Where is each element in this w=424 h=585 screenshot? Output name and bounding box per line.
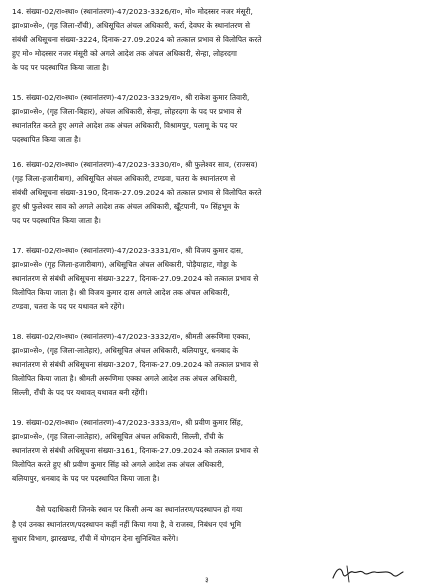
order-item-19 xyxy=(12,416,410,486)
text-line: पद पर पदस्थापित किया जाता है। xyxy=(12,216,101,225)
text-line: पदस्थापित किया जाता है। xyxy=(12,135,81,144)
text-line: हुए श्री फुलेश्वर साव को अगले आदेश तक अंचल अधिकारी, खूँटपानी, प० सिंहभूम के xyxy=(12,202,240,211)
text-line: स्थानांतरण से संबंधी अधिसूचना संख्या-3207, दिनाक-27.09.2024 को तत्काल प्रभाव से xyxy=(12,360,259,369)
text-line: 15. संख्या-02/रा०स्था० (स्थानांतरण)-47/2023-3329/रा०, श्री राकेश कुमार तिवारी, xyxy=(12,93,250,102)
order-item-18 xyxy=(12,330,410,400)
signature xyxy=(327,560,407,585)
text-line: है एवं उनका स्थानांतरण/पदस्थापन कहीं नहीं किया गया है, वे राजस्व, निबंधन एवं भूमि xyxy=(12,519,241,529)
text-line: स्थानांतरण से संबंधी अधिसूचना संख्या-3161, दिनाक-27.09.2024 को तत्काल प्रभाव से xyxy=(12,446,259,455)
order-item-15 xyxy=(12,91,410,147)
text-line: सिल्ली, राँची के पद पर यथावत् यथावत बनी रहेंगी। xyxy=(12,388,148,397)
order-item-16 xyxy=(12,158,410,228)
text-line: वैसे पदाधिकारी जिनके स्थान पर किसी अन्य का स्थानांतरण/पदस्थापन हो गया xyxy=(36,505,243,514)
text-line: स्थानांतरित करते हुए अगले आदेश तक अंचल अधिकारी, विश्रामपुर, पलामू के पद पर xyxy=(12,121,238,130)
text-line: झा०प्रा०से०, (गृह जिला-बिहार), अंचल अधिकारी, सेन्हा, लोहरदगा के पद पर प्रभाव से xyxy=(12,107,242,116)
text-line: हुए मो० मोदस्सर नजर मंसूरी को अगले आदेश तक अंचल अधिकारी, सेन्हा, लोहरदगा xyxy=(12,49,237,58)
page-number: ३ xyxy=(205,576,209,584)
text-line: बलियापुर, धनबाद के पद पर पदस्थापित किया जाता है। xyxy=(12,474,160,483)
text-line: विलोपित किया जाता है। श्री विजय कुमार दास अगले आदेश तक अंचल अधिकारी, xyxy=(12,288,230,297)
text-line: संबंधी अधिसूचना संख्या-3190, दिनाक-27.09.2024 को तत्काल प्रभाव से विलोपित करते xyxy=(12,188,262,197)
text-line: झा०प्रा०से०, (गृह जिला-राँची), अधिसूचित अंचल अधिकारी, कर्रा, देवघर के स्थानांतरण से xyxy=(12,21,250,30)
order-item-17 xyxy=(12,244,410,314)
text-line: झा०प्रा०से०, (गृह जिला-लातेहार), अधिसूचित अंचल अधिकारी, सिल्ली, राँची के xyxy=(12,432,224,441)
text-line: (गृह जिला-हजारीबाग), अधिसूचित अंचल अधिकारी, टण्डवा, चतरा के स्थानांतरण से xyxy=(12,174,236,183)
closing-paragraph xyxy=(12,503,410,547)
text-line: झा०प्रा०से०, (गृह जिला-लातेहार), अधिसूचित अंचल अधिकारी, बलियापुर, धनबाद के xyxy=(12,346,239,355)
text-line: 18. संख्या-02/रा०स्था० (स्थानांतरण)-47/2023-3332/रा०, श्रीमती अरूणिमा एक्का, xyxy=(12,332,251,341)
text-line: विलोपित किया जाता है। श्रीमती अरूणिमा एक्का अगले आदेश तक अंचल अधिकारी, xyxy=(12,374,238,383)
text-line: 19. संख्या-02/रा०स्था० (स्थानांतरण)-47/2023-3333/रा०, श्री प्रवीण कुमार सिंह, xyxy=(12,418,244,427)
text-line: सुधार विभाग, झारखण्ड, राँची में योगदान देना सुनिश्चित करेंगे। xyxy=(12,534,179,544)
text-line: संबंधी अधिसूचना संख्या-3224, दिनाक-27.09.2024 को तत्काल प्रभाव से विलोपित करते xyxy=(12,35,262,44)
order-item-14 xyxy=(12,5,410,75)
text-line: 16. संख्या-02/रा०स्था० (स्थानांतरण)-47/2023-3330/रा०, श्री फुलेश्वर साव, (राज्सव) xyxy=(12,160,258,169)
text-line: झा०प्रा०से० (गृह जिला-हजारीबाग), अधिसूचित अंचल अधिकारी, पोड़ैयाहाट, गोड्डा के xyxy=(12,260,237,269)
text-line: 17. संख्या-02/रा०स्था० (स्थानांतरण)-47/2023-3331/रा०, श्री विजय कुमार दास, xyxy=(12,246,244,255)
text-line: के पद पर पदस्थापित किया जाता है। xyxy=(12,63,109,72)
text-line: टण्डवा, चतरा के पद पर यथावत बने रहेंगे। xyxy=(12,302,125,311)
text-line: स्थानांतरण से संबंधी अधिसूचना संख्या-3227, दिनाक-27.09.2024 को तत्काल प्रभाव से xyxy=(12,274,259,283)
text-line: 14. संख्या-02/रा०स्था० (स्थानांतरण)-47/2023-3326/रा०, मो० मोदस्सर नजर मंसूरी, xyxy=(12,7,253,16)
text-line: विलोपित करते हुए श्री प्रवीण कुमार सिंह को अगले आदेश तक अंचल अधिकारी, xyxy=(12,460,225,469)
